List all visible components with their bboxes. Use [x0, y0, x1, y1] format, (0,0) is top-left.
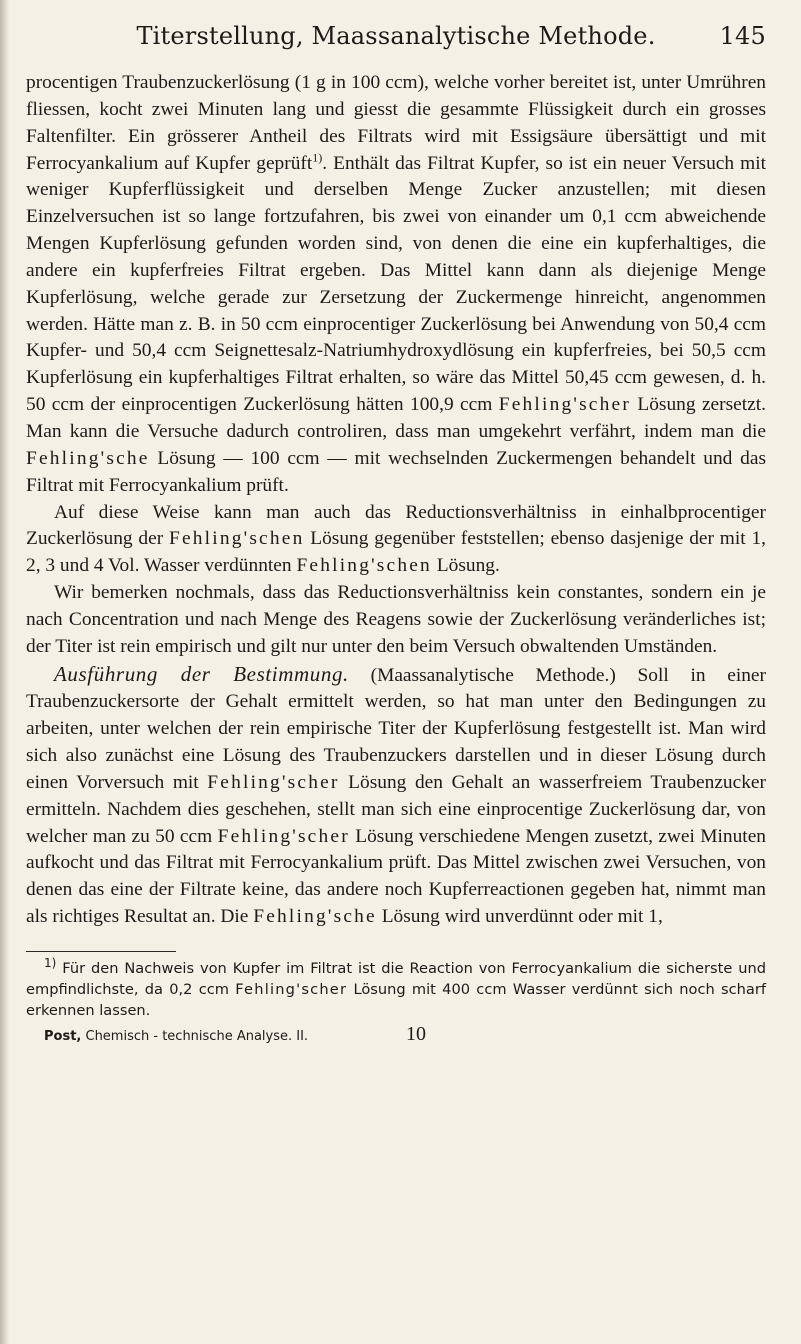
text-run: Lösung wird unverdünnt oder mit 1, — [376, 906, 663, 928]
imprint-line — [26, 1023, 766, 1046]
footnote-rule — [26, 951, 176, 952]
footnote — [26, 958, 766, 1021]
text-run: procentigen Traubenzuckerlösung (1 g in 100 ccm), welche vorher bereitet ist, unter Umrühren fliessen, kocht zwei Minuten lang und giesst die gesammte Flüssigkeit durch ein grosses Faltenfilter. Ein grösserer Antheil des Filtrats wird mit Essigsäure übersättigt und mit Ferrocyankalium auf Kupfer geprüft — [26, 72, 766, 174]
paragraph-1 — [26, 70, 766, 500]
text-run: Lösung verschiedene Mengen zusetzt, zwei Minuten aufkocht und das Filtrat mit Ferrocyankalium prüft. Das Mittel zwischen zwei Versuchen, von denen das eine der Filtrate keine, das andere noch Kupferreactionen gegeben hat, nimmt man als richtiges Resultat an. Die — [26, 825, 766, 928]
paragraph-2 — [26, 500, 766, 581]
section-heading: Ausführung der Bestimmung. — [54, 661, 349, 686]
author-name: Fehling'sche — [253, 906, 377, 928]
text-run: Lösung mit 400 ccm Wasser verdünnt sich noch scharf erkennen lassen. — [26, 981, 766, 1019]
author-name: Fehling'scher — [235, 981, 348, 998]
body-text — [26, 70, 766, 931]
running-head — [26, 22, 766, 62]
book-page — [26, 22, 766, 1046]
text-run: Lösung zersetzt. Man kann die Versuche dadurch controliren, dass man umgekehrt verfährt, indem man die — [26, 394, 766, 442]
page-title: Titerstellung, Maassanalytische Methode. — [136, 22, 656, 50]
text-run: Auf diese Weise kann man auch das Reductionsverhältniss in einhalbprocentiger Zuckerlösung der — [26, 501, 766, 550]
text-run: Lösung gegenüber feststellen; ebenso dasjenige der mit 1, 2, 3 und 4 Vol. Wasser verdünnten — [26, 528, 766, 577]
footnote-marker: 1) — [44, 956, 57, 971]
author-name: Fehling'scher — [207, 771, 340, 793]
text-run: Für den Nachweis von Kupfer im Filtrat ist die Reaction von Ferrocyankalium die sicherste und empfindlichste, da 0,2 ccm — [26, 960, 766, 998]
signature-mark: 10 — [406, 1023, 426, 1045]
paragraph-4 — [26, 661, 766, 931]
author-name: Fehling'scher — [498, 394, 631, 416]
text-run: (Maassanalytische Methode.) Soll in einer Traubenzuckersorte der Gehalt ermittelt werden, so hat man unter den Bedingungen zu arbeiten, unter welchen der rein empirische Titer der Kupferlösung festgestellt ist. Man wird sich also zunächst eine Lösung des Traubenzuckers darstellen und in dieser Lösung durch einen Vorversuch mit — [26, 664, 766, 793]
imprint-author: Post, — [44, 1029, 82, 1044]
text-run: Lösung. — [431, 555, 500, 577]
text-run: . Enthält das Filtrat Kupfer, so ist ein neuer Versuch mit weniger Kupferflüssigkeit und derselben Menge Zucker anzustellen; mit diesen Einzelversuchen ist so lange fortzufahren, bis zwei von einander um 0,1 ccm abweichende Mengen Kupferlösung gefunden worden sind, von denen die eine ein kupferhaltiges, die andere ein kupferfreies Filtrat ergeben. Das Mittel kann dann als diejenige Menge Kupferlösung, welche gerade zur Zersetzung der Zuckermenge hinreicht, angenommen werden. Hätte man z. B. in 50 ccm einprocentiger Zuckerlösung bei Anwendung von 50,4 ccm Kupfer- und 50,4 ccm Seignettesalz-Natriumhydroxydlösung ein kupferfreies, bei 50,5 ccm Kupferlösung ein kupferhaltiges Filtrat erhalten, so wäre das Mittel 50,45 ccm gewesen, d. h. 50 ccm der einprocentigen Zuckerlösung hätten 100,9 ccm — [26, 152, 766, 416]
author-name: Fehling'scher — [217, 825, 350, 847]
page-number: 145 — [719, 22, 766, 50]
author-name: Fehling'schen — [168, 528, 305, 550]
paragraph-3: Wir bemerken nochmals, dass das Reductionsverhältniss kein constantes, sondern ein je nach Concentration und nach Menge des Reagens sowie der Zuckerlösung veränderliches ist; der Titer ist rein empirisch und gilt nur unter den beim Versuch obwaltenden Umständen. — [26, 582, 766, 657]
author-name: Fehling'sche — [26, 447, 150, 469]
text-run: Lösung den Gehalt an wasserfreiem Traubenzucker ermitteln. Nachdem dies geschehen, stellt man sich eine einprocentige Zuckerlösung dar, von welcher man zu 50 ccm — [26, 771, 766, 847]
imprint-work: Chemisch - technische Analyse. II. — [81, 1029, 309, 1044]
author-name: Fehling'schen — [296, 555, 432, 577]
footnote-reference: 1) — [312, 150, 323, 165]
page-binding-edge — [0, 0, 10, 1344]
text-run: Lösung — 100 ccm — mit wechselnden Zuckermengen behandelt und das Filtrat mit Ferrocyankalium prüft. — [26, 447, 766, 496]
imprint-text — [44, 1029, 308, 1044]
